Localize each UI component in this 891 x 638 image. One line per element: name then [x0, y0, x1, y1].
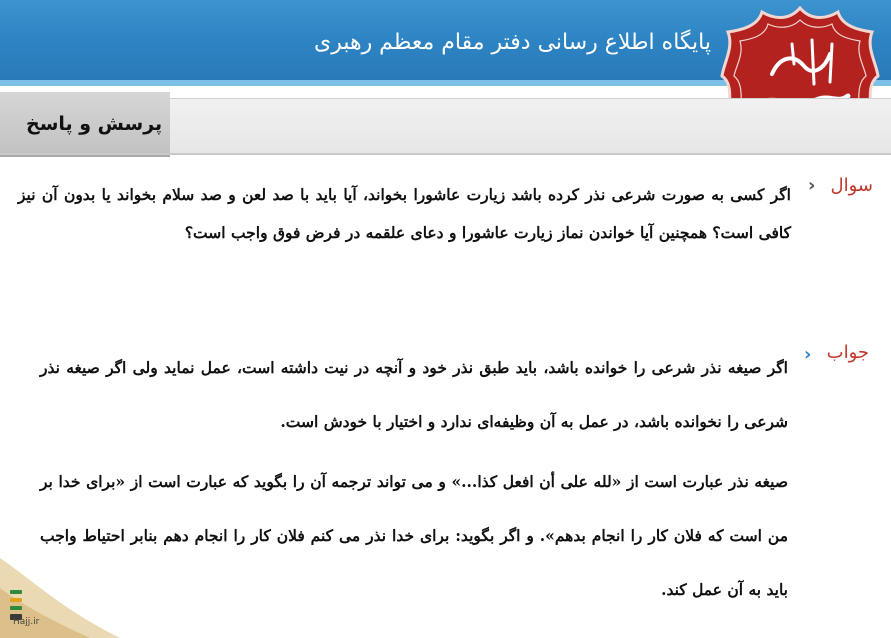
- answer-chevron-icon: ›: [804, 344, 812, 365]
- answer-paragraph: اگر صیغه نذر شرعی را خوانده باشد، باید طبق نذر خود و آنچه در نیت داشته است، عمل نماید ولی اگر صیغه نذر شرعی را نخوانده باشد، در عمل به آن وظیفه‌ای ندارد و اختیار با خودش است.: [40, 358, 788, 431]
- section-divider: [0, 153, 891, 155]
- site-watermark: Hajj.ir: [13, 617, 40, 627]
- answer-paragraph: صیغه نذر عبارت است از «لله علی أن افعل کذا...» و می تواند ترجمه آن را بگوید که عبارت است از «برای خدا بر من است که فلان کار را انجام بدهم». و اگر بگوید: برای خدا نذر می کنم فلان کار را انجام دهم بنابر احتیاط واجب باید به آن عمل کند.: [40, 472, 788, 599]
- answer-label: جواب: [826, 342, 869, 363]
- question-label: سوال: [830, 175, 873, 196]
- site-title: پایگاه اطلاع رسانی دفتر مقام معظم رهبری: [313, 30, 711, 55]
- section-title: پرسش و پاسخ: [26, 113, 163, 135]
- question-text: اگر کسی به صورت شرعی نذر کرده باشد زیارت عاشورا بخواند، آیا باید با صد لعن و صد سلام بخواند یا بدون آن نیز کافی است؟ همچنین آیا خواندن نماز زیارت عاشورا و دعای علقمه در فرض فوق واجب است؟: [18, 185, 791, 242]
- question-chevron-icon: ›: [808, 175, 816, 196]
